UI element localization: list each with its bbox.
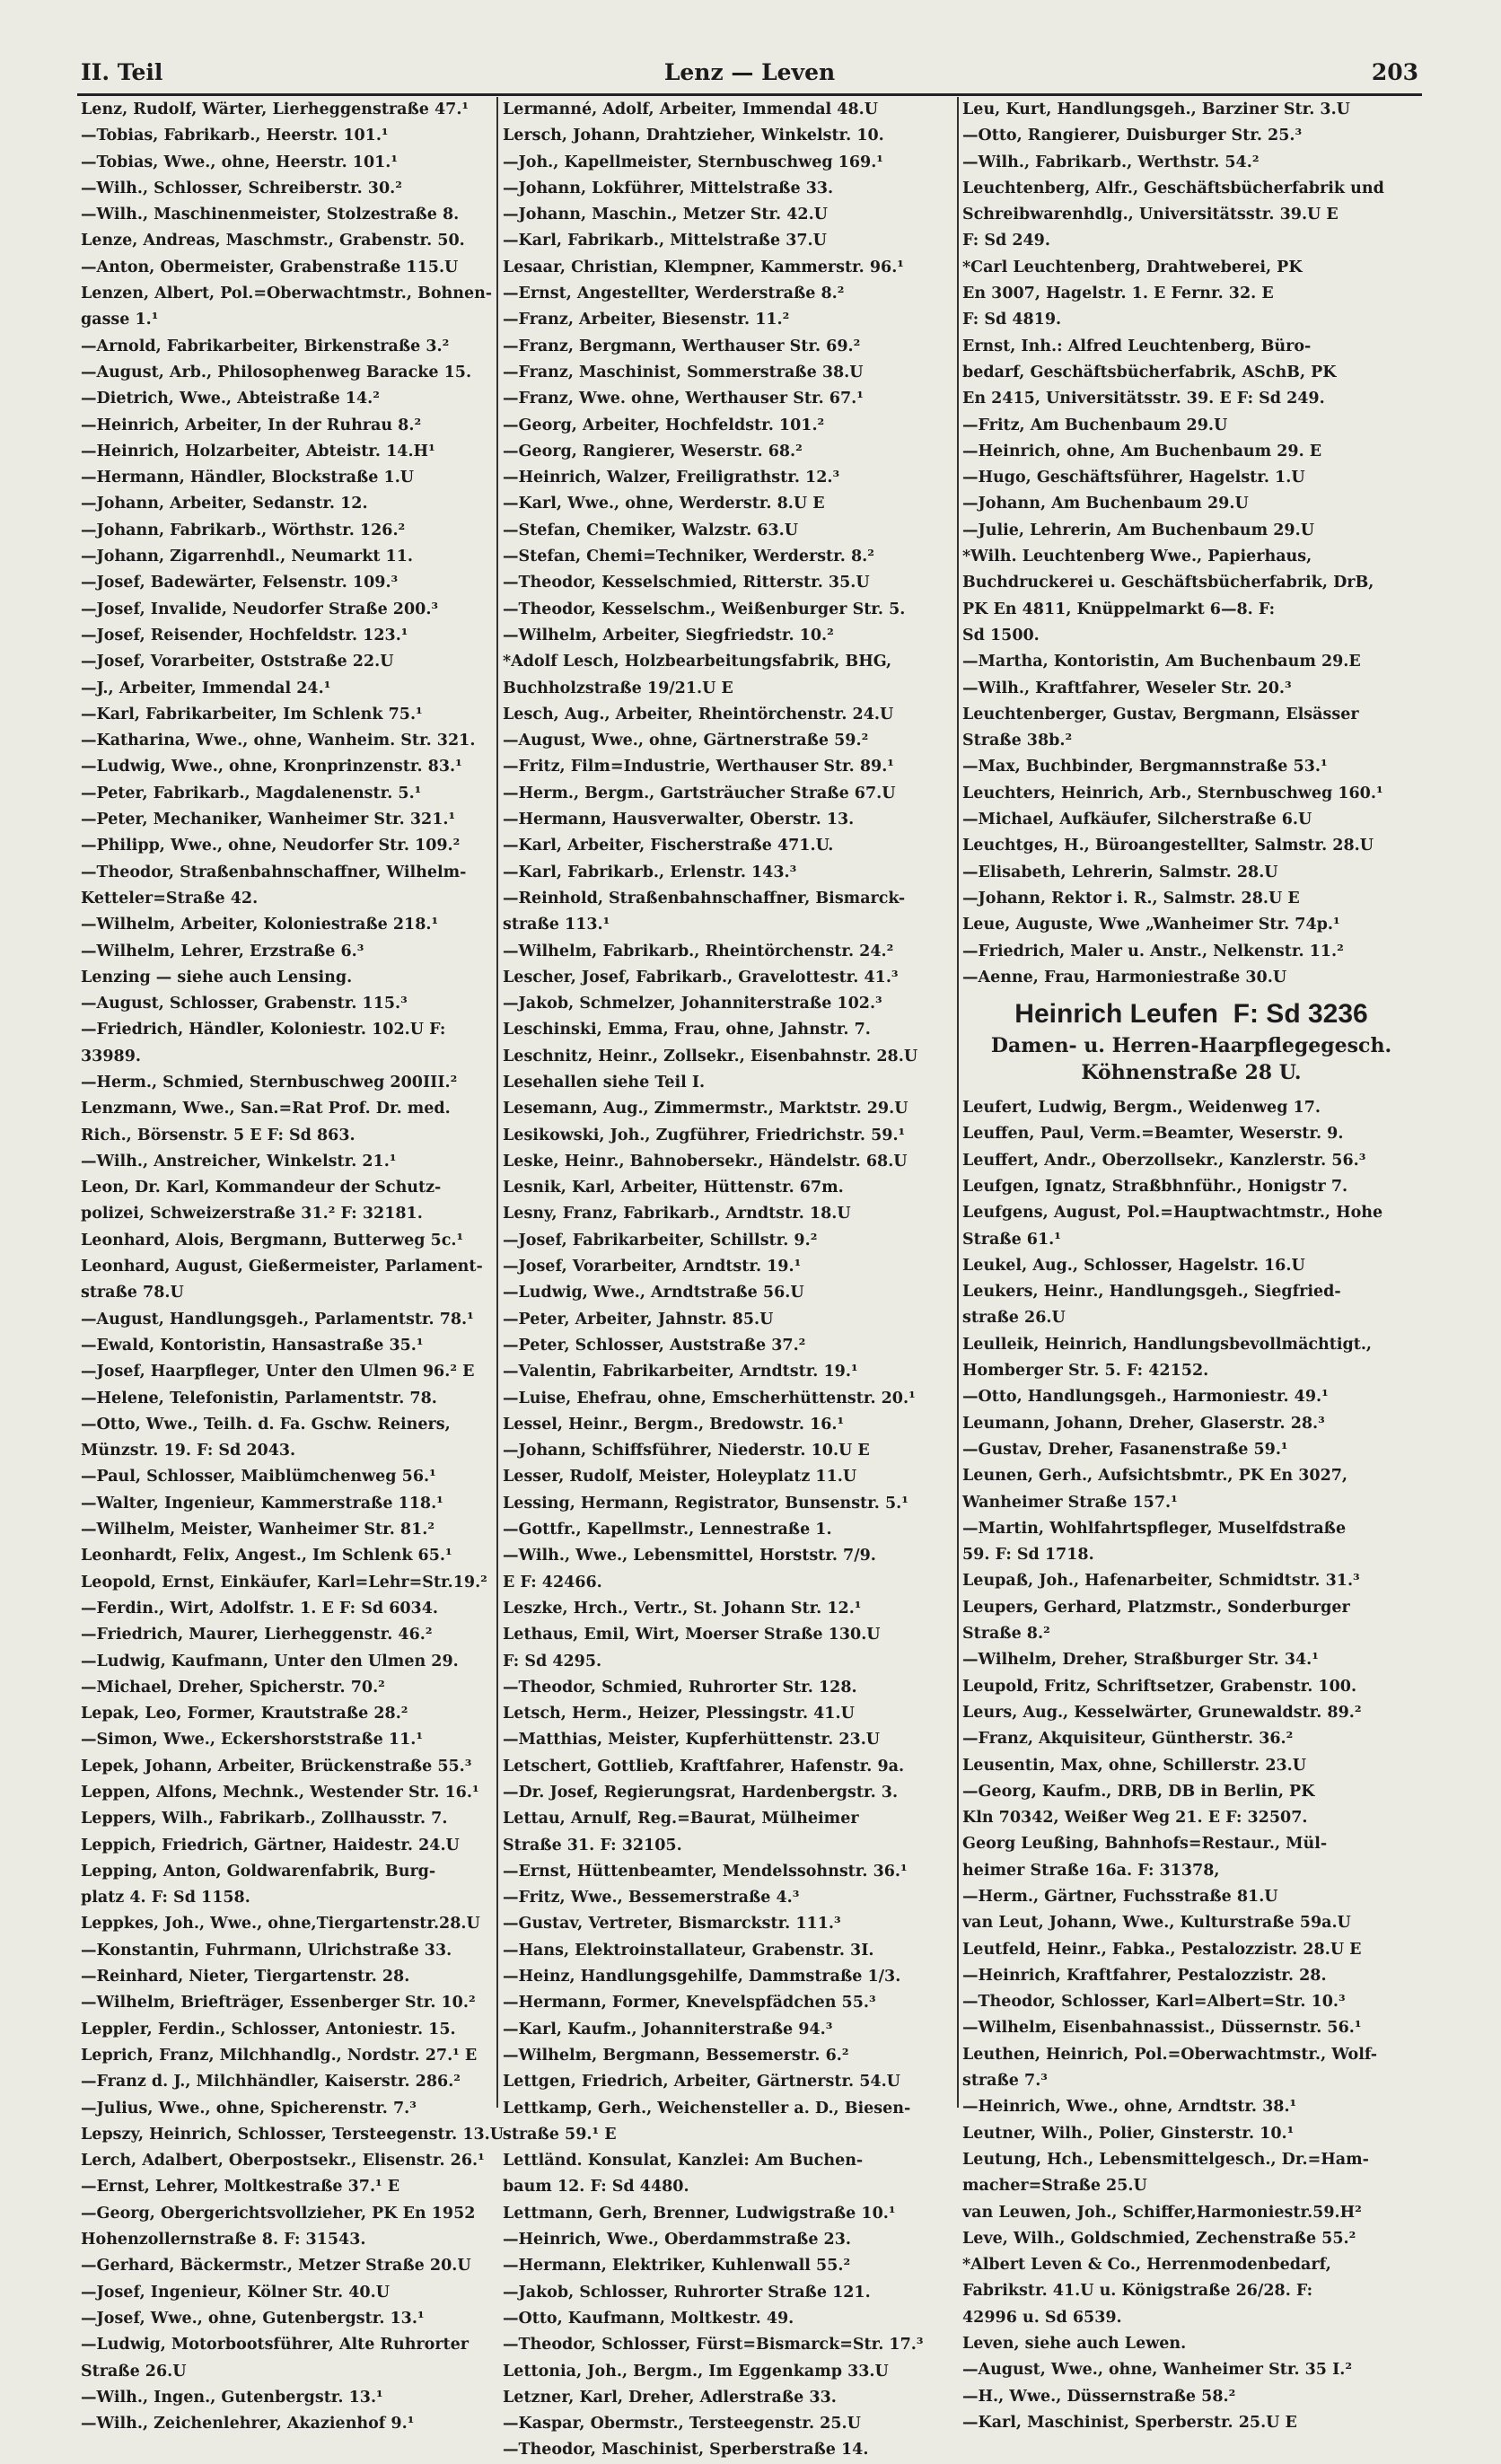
directory-entry: —Fritz, Am Buchenbaum 29.U [962,416,1228,434]
directory-entry: —Wilhelm, Fabrikarb., Rheintörchenstr. 24.² [503,942,894,960]
directory-entry: Kln 70342, Weißer Weg 21. E F: 32507. [962,1809,1308,1828]
directory-entry: —Paul, Schlosser, Maiblümchenweg 56.¹ [81,1468,436,1486]
directory-entry: Lesch, Aug., Arbeiter, Rheintörchenstr. 24.U [503,705,894,723]
directory-entry: —Franz, Akquisiteur, Güntherstr. 36.² [962,1730,1294,1749]
directory-entry: —Stefan, Chemiker, Walzstr. 63.U [503,521,798,539]
directory-entry: Buchholzstraße 19/21.U E [503,679,733,697]
directory-entry: Leonhard, Alois, Bergmann, Butterweg 5c.¹ [81,1231,464,1250]
column-1 [81,97,505,2433]
directory-entry: —Dr. Josef, Regierungsrat, Hardenbergstr. 3. [503,1784,899,1802]
directory-entry: —Theodor, Schlosser, Karl=Albert=Str. 10.³ [962,1993,1346,2012]
directory-entry: Leprich, Franz, Milchhandlg., Nordstr. 27.¹ E [81,2046,478,2065]
directory-entry: —Otto, Kaufmann, Moltkestr. 49. [503,2309,794,2328]
directory-entry: —Josef, Invalide, Neudorfer Straße 200.³ [81,600,439,618]
directory-entry: Homberger Str. 5. F: 42152. [962,1362,1209,1381]
directory-entry: platz 4. F: Sd 1158. [81,1889,250,1907]
directory-entry: —Wilhelm, Bergmann, Bessemerstr. 6.² [503,2046,849,2065]
directory-entry: —Martha, Kontoristin, Am Buchenbaum 29.E [962,653,1361,671]
directory-entry: Lepak, Leo, Former, Krautstraße 28.² [81,1705,408,1723]
directory-entry: —Karl, Fabrikarb., Mittelstraße 37.U [503,232,827,250]
advertisement [962,996,1420,1086]
directory-entry: —Aenne, Frau, Harmoniestraße 30.U [962,968,1287,986]
directory-entry: —Peter, Fabrikarb., Magdalenenstr. 5.¹ [81,784,422,802]
directory-entry: —Friedrich, Maurer, Lierheggenstr. 46.² [81,1626,433,1644]
directory-entry: Lesaar, Christian, Klempner, Kammerstr. 96.¹ [503,258,904,276]
directory-entry: —Elisabeth, Lehrerin, Salmstr. 28.U [962,863,1278,881]
directory-entry: —Hermann, Elektriker, Kuhlenwall 55.² [503,2257,851,2275]
directory-entry: —Georg, Kaufm., DRB, DB in Berlin, PK [962,1782,1315,1801]
directory-entry: —Michael, Aufkäufer, Silcherstraße 6.U [962,811,1312,829]
directory-entry: —Otto, Wwe., Teilh. d. Fa. Gschw. Reiners, [81,1415,451,1434]
directory-entry: F: Sd 4819. [962,311,1062,329]
directory-entry: —Gustav, Vertreter, Bismarckstr. 111.³ [503,1915,841,1933]
directory-entry: Wanheimer Straße 157.¹ [962,1493,1178,1512]
directory-entry: Sd 1500. [962,626,1040,644]
directory-entry: —Ludwig, Wwe., ohne, Kronprinzenstr. 83.¹ [81,758,462,776]
directory-entry: —Ludwig, Wwe., Arndtstraße 56.U [503,1284,804,1302]
directory-entry: —Wilhelm, Arbeiter, Siegfriedstr. 10.² [503,626,834,644]
directory-entry: —Theodor, Schmied, Ruhrorter Str. 128. [503,1678,857,1697]
directory-entry: Lettonia, Joh., Bergm., Im Eggenkamp 33.U [503,2362,889,2381]
directory-entry: Lesehallen siehe Teil I. [503,1073,706,1092]
directory-entry: Lessel, Heinr., Bergm., Bredowstr. 16.¹ [503,1415,845,1434]
directory-entry: heimer Straße 16a. F: 31378, [962,1861,1220,1880]
directory-entry: baum 12. F: Sd 4480. [503,2178,689,2197]
directory-entry: Lenzen, Albert, Pol.=Oberwachtmstr., Bohnen- [81,285,493,303]
directory-entry: —Peter, Mechaniker, Wanheimer Str. 321.¹ [81,811,456,829]
directory-entry: polizei, Schweizerstraße 31.² F: 32181. [81,1205,423,1223]
directory-entry: Lepszy, Heinrich, Schlosser, Tersteegenstr. 13.U [81,2125,505,2144]
directory-entry: Leukel, Aug., Schlosser, Hagelstr. 16.U [962,1256,1305,1275]
directory-entry: —August, Schlosser, Grabenstr. 115.³ [81,995,408,1013]
directory-entry: —Theodor, Schlosser, Fürst=Bismarck=Str. 17.³ [503,2336,924,2354]
directory-entry: —Wilhelm, Lehrer, Erzstraße 6.³ [81,942,364,960]
directory-entry: Lenz, Rudolf, Wärter, Lierheggenstraße 47.¹ [81,101,470,118]
directory-entry: Leutner, Wilh., Polier, Ginsterstr. 10.¹ [962,2124,1295,2143]
directory-entry: Leufgens, August, Pol.=Hauptwachtmstr., Hohe [962,1204,1383,1223]
directory-entry: —Wilhelm, Arbeiter, Koloniestraße 218.¹ [81,916,439,934]
directory-entry: Leu, Kurt, Handlungsgeh., Barziner Str. 3.U [962,101,1350,118]
directory-entry: Lettgen, Friedrich, Arbeiter, Gärtnerstr. 54.U [503,2073,900,2091]
directory-entry: —Georg, Rangierer, Weserstr. 68.² [503,442,803,460]
ad-name: Heinrich Leufen [1014,999,1218,1030]
directory-entry: Leufert, Ludwig, Bergm., Weidenweg 17. [962,1099,1321,1118]
directory-entry: Leuthen, Heinrich, Pol.=Oberwachtmstr., Wolf- [962,2045,1378,2064]
directory-entry: Buchdruckerei u. Geschäftsbücherfabrik, DrB, [962,574,1374,592]
directory-entry: macher=Straße 25.U [962,2177,1147,2196]
directory-entry: —Johann, Arbeiter, Sedanstr. 12. [81,495,368,513]
directory-entry: Letsch, Herm., Heizer, Plessingstr. 41.U [503,1705,855,1723]
directory-entry: —Johann, Maschin., Metzer Str. 42.U [503,206,828,224]
directory-entry: Leuchtenberger, Gustav, Bergmann, Elsässer [962,705,1359,723]
directory-entry: —Reinhard, Nieter, Tiergartenstr. 28. [81,1968,410,1986]
directory-entry: En 2415, Universitätsstr. 39. E F: Sd 249. [962,390,1325,408]
directory-entry: Lenze, Andreas, Maschmstr., Grabenstr. 50. [81,232,465,250]
directory-entry: Leske, Heinr., Bahnobersekr., Händelstr. 68.U [503,1152,908,1171]
directory-entry: —Walter, Ingenieur, Kammerstraße 118.¹ [81,1494,443,1513]
directory-entry: —Josef, Wwe., ohne, Gutenbergstr. 13.¹ [81,2309,425,2328]
directory-entry: Lettau, Arnulf, Reg.=Baurat, Mülheimer [503,1810,859,1828]
directory-entry: —Hermann, Former, Knevelspfädchen 55.³ [503,1994,876,2012]
directory-entry: —Jakob, Schlosser, Ruhrorter Straße 121. [503,2283,871,2302]
directory-entry: Leuffert, Andr., Oberzollsekr., Kanzlerstr. 56.³ [962,1151,1366,1170]
directory-entry: Leppers, Wilh., Fabrikarb., Zollhausstr. 7. [81,1810,448,1828]
directory-entry: —Gustav, Dreher, Fasanenstraße 59.¹ [962,1440,1288,1459]
running-head: Lenz — Leven [663,59,836,85]
directory-entry: Letzner, Karl, Dreher, Adlerstraße 33. [503,2388,837,2407]
directory-entry: —Gottfr., Kapellmstr., Lennestraße 1. [503,1521,832,1539]
directory-entry: 42996 u. Sd 6539. [962,2308,1122,2327]
directory-entry: F: Sd 249. [962,232,1050,250]
directory-entry: —Wilh., Ingen., Gutenbergstr. 13.¹ [81,2388,383,2407]
directory-entry: —Theodor, Kesselschmied, Ritterstr. 35.U [503,574,870,592]
directory-entry: —Max, Buchbinder, Bergmannstraße 53.¹ [962,758,1328,776]
directory-entry: —Karl, Maschinist, Sperberstr. 25.U E [962,2413,1297,2432]
directory-entry: —Karl, Arbeiter, Fischerstraße 471.U. [503,837,834,855]
column-divider [496,97,498,2108]
directory-entry: —J., Arbeiter, Immendal 24.¹ [81,679,331,697]
section-label: II. Teil [81,59,163,85]
directory-entry: —Michael, Dreher, Spicherstr. 70.² [81,1678,385,1697]
directory-entry: Rich., Börsenstr. 5 E F: Sd 863. [81,1126,356,1144]
directory-entry: —Heinrich, Arbeiter, In der Ruhrau 8.² [81,416,422,434]
directory-entry: —Georg, Obergerichtsvollzieher, PK En 1952 [81,2204,476,2223]
directory-entry: —Karl, Fabrikarbeiter, Im Schlenk 75.¹ [81,705,423,723]
directory-entry: Leve, Wilh., Goldschmied, Zechenstraße 55.² [962,2229,1356,2248]
directory-entry: —Otto, Rangierer, Duisburger Str. 25.³ [962,127,1303,145]
directory-entry: —August, Handlungsgeh., Parlamentstr. 78.¹ [81,1310,474,1328]
directory-entry: Leppich, Friedrich, Gärtner, Haidestr. 24.U [81,1836,460,1855]
directory-entry: —Friedrich, Maler u. Anstr., Nelkenstr. 11.² [962,942,1344,960]
directory-entry: —Herm., Gärtner, Fuchsstraße 81.U [962,1888,1278,1906]
directory-entry: Ernst, Inh.: Alfred Leuchtenberg, Büro- [962,337,1312,355]
directory-entry: —Franz d. J., Milchhändler, Kaiserstr. 286.² [81,2073,461,2091]
directory-entry: —Theodor, Maschinist, Sperberstraße 14. [503,2441,869,2460]
ad-address: Köhnenstraße 28 U. [1081,1061,1302,1085]
directory-entry: Straße 38b.² [962,732,1073,750]
directory-entry: —Helene, Telefonistin, Parlamentstr. 78. [81,1389,437,1407]
directory-entry: —Josef, Vorarbeiter, Arndtstr. 19.¹ [503,1258,802,1276]
directory-entry: En 3007, Hagelstr. 1. E Fernr. 32. E [962,285,1274,303]
directory-entry: —Stefan, Chemi=Techniker, Werderstr. 8.² [503,548,874,566]
directory-entry: —Julie, Lehrerin, Am Buchenbaum 29.U [962,521,1314,539]
directory-entry: —Konstantin, Fuhrmann, Ulrichstraße 33. [81,1941,452,1960]
directory-entry: Straße 61.¹ [962,1230,1061,1249]
directory-entry: —Luise, Ehefrau, ohne, Emscherhüttenstr. 20.¹ [503,1389,916,1407]
directory-entry: Ketteler=Straße 42. [81,889,259,908]
directory-entry: van Leuwen, Joh., Schiffer,Harmoniestr.59.H² [962,2203,1362,2222]
directory-entry: straße 113.¹ [503,916,610,934]
directory-entry: —Hermann, Händler, Blockstraße 1.U [81,469,415,487]
directory-entry: —Tobias, Fabrikarb., Heerstr. 101.¹ [81,127,389,145]
directory-entry: Leutung, Hch., Lebensmittelgesch., Dr.=Ham- [962,2150,1369,2169]
directory-entry: Lenzmann, Wwe., San.=Rat Prof. Dr. med. [81,1100,451,1118]
directory-entry: Leutfeld, Heinr., Fabka., Pestalozzistr. 28.U E [962,1940,1362,1959]
directory-entry: Leumann, Johann, Dreher, Glaserstr. 28.³ [962,1414,1325,1433]
directory-entry: —Peter, Arbeiter, Jahnstr. 85.U [503,1310,774,1328]
directory-entry: Lescher, Josef, Fabrikarb., Gravelottestr. 41.³ [503,968,899,986]
directory-entry: Leupaß, Joh., Hafenarbeiter, Schmidtstr. 31.³ [962,1572,1360,1591]
directory-entry: —Simon, Wwe., Eckershorststraße 11.¹ [81,1731,424,1749]
directory-entry: Leuchtenberg, Alfr., Geschäftsbücherfabrik und [962,179,1384,197]
directory-entry: gasse 1.¹ [81,311,159,329]
directory-entry: —H., Wwe., Düssernstraße 58.² [962,2387,1236,2406]
ad-phone: F: Sd 3236 [1233,999,1368,1030]
directory-entry: Schreibwarenhdlg., Universitätsstr. 39.U E [962,206,1339,224]
directory-entry: —Joh., Kapellmeister, Sternbuschweg 169.¹ [503,153,883,171]
directory-entry: Leuffen, Paul, Verm.=Beamter, Weserstr. 9. [962,1125,1344,1144]
directory-entry: —Theodor, Kesselschm., Weißenburger Str. 5. [503,600,906,618]
directory-entry: —Josef, Ingenieur, Kölner Str. 40.U [81,2283,390,2302]
directory-entry: —Johann, Am Buchenbaum 29.U [962,495,1249,513]
directory-entry: Leppkes, Joh., Wwe., ohne,Tiergartenstr.28.U [81,1915,480,1933]
directory-entry: —Arnold, Fabrikarbeiter, Birkenstraße 3.² [81,337,450,355]
directory-entry: —Ferdin., Wirt, Adolfstr. 1. E F: Sd 6034. [81,1599,438,1618]
directory-entry: —Ludwig, Motorbootsführer, Alte Ruhrorter [81,2336,469,2354]
directory-entry: —Wilhelm, Eisenbahnassist., Düssernstr. 56.¹ [962,2019,1362,2038]
directory-entry: —Wilh., Zeichenlehrer, Akazienhof 9.¹ [81,2415,415,2433]
directory-entry: Lesny, Franz, Fabrikarb., Arndtstr. 18.U [503,1205,851,1223]
directory-entry: —Wilh., Fabrikarb., Werthstr. 54.² [962,153,1260,171]
directory-entry: —Wilhelm, Dreher, Straßburger Str. 34.¹ [962,1651,1319,1670]
directory-entry: —Karl, Kaufm., Johanniterstraße 94.³ [503,2020,833,2039]
directory-entry: Lettländ. Konsulat, Kanzlei: Am Buchen- [503,2152,864,2170]
directory-entry: —Tobias, Wwe., ohne, Heerstr. 101.¹ [81,153,399,171]
directory-entry: —Ewald, Kontoristin, Hansastraße 35.¹ [81,1336,424,1355]
directory-entry: Leppen, Alfons, Mechnk., Westender Str. 16.¹ [81,1784,479,1802]
directory-entry: Leurs, Aug., Kesselwärter, Grunewaldstr. 89.² [962,1703,1362,1722]
page-header [81,56,1418,92]
directory-entry: Leschinski, Emma, Frau, ohne, Jahnstr. 7. [503,1021,871,1039]
directory-entry: Leupold, Fritz, Schriftsetzer, Grabenstr. 100. [962,1677,1357,1696]
directory-entry: *Adolf Lesch, Holzbearbeitungsfabrik, BHG, [503,653,892,671]
directory-entry: straße 59.¹ E [503,2125,617,2144]
directory-entry: Münzstr. 19. F: Sd 2043. [81,1442,296,1460]
directory-entry: Lesemann, Aug., Zimmermstr., Marktstr. 29.U [503,1100,908,1118]
directory-entry: —Hugo, Geschäftsführer, Hagelstr. 1.U [962,469,1305,487]
directory-entry: straße 7.³ [962,2072,1048,2091]
directory-entry: Fabrikstr. 41.U u. Königstraße 26/28. F: [962,2282,1313,2301]
directory-entry: —Franz, Maschinist, Sommerstraße 38.U [503,363,864,381]
directory-entry: —Julius, Wwe., ohne, Spicherenstr. 7.³ [81,2099,417,2118]
directory-entry: —Kaspar, Obermstr., Tersteegenstr. 25.U [503,2415,861,2433]
directory-entry: Leonhardt, Felix, Angest., Im Schlenk 65.¹ [81,1547,452,1565]
directory-entry: Leufgen, Ignatz, Straßbhnführ., Honigstr 7. [962,1177,1348,1196]
page-number: 203 [1371,59,1418,85]
directory-entry: —Anton, Obermeister, Grabenstraße 115.U [81,258,459,276]
directory-entry: —Josef, Reisender, Hochfeldstr. 123.¹ [81,626,408,644]
directory-entry: —Karl, Fabrikarb., Erlenstr. 143.³ [503,863,797,881]
directory-entry: Leuchters, Heinrich, Arb., Sternbuschweg 160.¹ [962,784,1383,802]
directory-entry: —Hans, Elektroinstallateur, Grabenstr. 3I. [503,1941,874,1960]
directory-entry: —Wilh., Anstreicher, Winkelstr. 21.¹ [81,1152,397,1171]
directory-entry: Leven, siehe auch Lewen. [962,2335,1187,2354]
directory-entry: Lesnik, Karl, Arbeiter, Hüttenstr. 67m. [503,1179,844,1197]
directory-entry: bedarf, Geschäftsbücherfabrik, ASchB, PK [962,363,1337,381]
directory-entry: —Josef, Vorarbeiter, Oststraße 22.U [81,653,394,671]
directory-entry: Letschert, Gottlieb, Kraftfahrer, Hafenstr. 9a. [503,1757,905,1776]
ad-business: Damen- u. Herren-Haarpflegegesch. [990,1034,1392,1058]
directory-entry: Lermanné, Adolf, Arbeiter, Immendal 48.U [503,101,879,118]
directory-entry: —Herm., Bergm., Gartsträucher Straße 67.U [503,784,896,802]
directory-entry: Leulleik, Heinrich, Handlungsbevollmächtigt., [962,1335,1373,1354]
directory-entry: —Peter, Schlosser, Auststraße 37.² [503,1336,806,1355]
directory-entry: —Karl, Wwe., ohne, Werderstr. 8.U E [503,495,825,513]
directory-entry: —Philipp, Wwe., ohne, Neudorfer Str. 109.² [81,837,461,855]
directory-entry: Leon, Dr. Karl, Kommandeur der Schutz- [81,1179,442,1197]
directory-entry: Leppler, Ferdin., Schlosser, Antoniestr. 15. [81,2020,456,2039]
directory-entry: —Reinhold, Straßenbahnschaffner, Bismarck- [503,889,906,908]
directory-entry: —Franz, Arbeiter, Biesenstr. 11.² [503,311,790,329]
directory-entry: 33989. [81,1047,141,1065]
directory-entry: Leue, Auguste, Wwe „Wanheimer Str. 74p.¹ [962,916,1340,934]
directory-entry: —Heinrich, ohne, Am Buchenbaum 29. E [962,442,1322,460]
directory-entry: —Heinrich, Holzarbeiter, Abteistr. 14.H¹ [81,442,435,460]
directory-entry: —Katharina, Wwe., ohne, Wanheim. Str. 321. [81,732,476,750]
directory-entry: —Heinrich, Kraftfahrer, Pestalozzistr. 28. [962,1966,1327,1985]
column-divider [957,97,959,2108]
directory-entry: —Valentin, Fabrikarbeiter, Arndtstr. 19.¹ [503,1363,858,1381]
directory-entry: —Hermann, Hausverwalter, Oberstr. 13. [503,811,855,829]
directory-entry: Straße 31. F: 32105. [503,1836,682,1855]
directory-entry: Lettkamp, Gerh., Weichensteller a. D., Biesen- [503,2099,911,2118]
directory-entry: Leschnitz, Heinr., Zollsekr., Eisenbahnstr. 28.U [503,1047,918,1065]
directory-entry: Lersch, Johann, Drahtzieher, Winkelstr. 10. [503,127,884,145]
directory-entry: Leukers, Heinr., Handlungsgeh., Siegfried- [962,1283,1341,1302]
directory-entry: Leszke, Hrch., Vertr., St. Johann Str. 12.¹ [503,1599,862,1618]
directory-entry: —Wilh., Maschinenmeister, Stolzestraße 8. [81,206,460,224]
directory-entry: Leupers, Gerhard, Platzmstr., Sonderburger [962,1598,1350,1617]
directory-entry: Lethaus, Emil, Wirt, Moerser Straße 130.U [503,1626,881,1644]
directory-entry: Hohenzollernstraße 8. F: 31543. [81,2231,366,2249]
directory-entry: —Johann, Lokführer, Mittelstraße 33. [503,179,834,197]
directory-entry: Leunen, Gerh., Aufsichtsbmtr., PK En 3027, [962,1467,1348,1486]
directory-entry: —Martin, Wohlfahrtspfleger, Muselfdstraße [962,1519,1347,1538]
directory-entry: —Johann, Rektor i. R., Salmstr. 28.U E [962,889,1300,908]
directory-entry: Leuchtges, H., Büroangestellter, Salmstr. 28.U [962,837,1374,855]
directory-entry: Georg Leußing, Bahnhofs=Restaur., Mül- [962,1835,1328,1854]
directory-entry: —Gerhard, Bäckermstr., Metzer Straße 20.U [81,2257,471,2275]
directory-entry: —Ernst, Hüttenbeamter, Mendelssohnstr. 36.¹ [503,1862,908,1881]
directory-entry: —Wilhelm, Meister, Wanheimer Str. 81.² [81,1521,434,1539]
directory-entry: —Wilhelm, Briefträger, Essenberger Str. 10.² [81,1994,476,2012]
directory-entry: straße 78.U [81,1284,184,1302]
directory-entry: —August, Wwe., ohne, Wanheimer Str. 35 I.² [962,2361,1353,2380]
directory-entry: —Dietrich, Wwe., Abteistraße 14.² [81,390,380,408]
directory-entry: —August, Arb., Philosophenweg Baracke 15. [81,363,472,381]
directory-entry: —Johann, Zigarrenhdl., Neumarkt 11. [81,548,414,566]
directory-entry: Lepek, Johann, Arbeiter, Brückenstraße 55.³ [81,1757,472,1776]
directory-entry: —Herm., Schmied, Sternbuschweg 200III.² [81,1073,458,1092]
directory-entry: F: Sd 4295. [503,1652,602,1670]
directory-entry: —Georg, Arbeiter, Hochfeldstr. 101.² [503,416,825,434]
directory-entry: —Josef, Fabrikarbeiter, Schillstr. 9.² [503,1231,818,1250]
directory-entry: Lessing, Hermann, Registrator, Bunsenstr. 5.¹ [503,1494,908,1513]
directory-entry: —Ludwig, Kaufmann, Unter den Ulmen 29. [81,1652,459,1670]
directory-entry: Lettmann, Gerh, Brenner, Ludwigstraße 10.¹ [503,2204,896,2223]
directory-entry: —Matthias, Meister, Kupferhüttenstr. 23.U [503,1731,881,1749]
column-2 [503,97,953,2460]
directory-entry: Leopold, Ernst, Einkäufer, Karl=Lehr=Str.19.² [81,1573,487,1592]
directory-entry: —Jakob, Schmelzer, Johanniterstraße 102.³ [503,995,882,1013]
directory-entry: —Wilh., Kraftfahrer, Weseler Str. 20.³ [962,679,1292,697]
directory-entry: —Wilh., Wwe., Lebensmittel, Horststr. 7/9. [503,1547,876,1565]
directory-entry: van Leut, Johann, Wwe., Kulturstraße 59a.U [962,1914,1351,1933]
directory-entry: Lesikowski, Joh., Zugführer, Friedrichstr. 59.¹ [503,1126,906,1144]
directory-entry: E F: 42466. [503,1573,602,1592]
directory-entry: Lenzing — siehe auch Lensing. [81,968,353,986]
directory-entry: Lesser, Rudolf, Meister, Holeyplatz 11.U [503,1468,857,1486]
directory-entry: *Albert Leven & Co., Herrenmodenbedarf, [962,2256,1331,2275]
directory-entry: —Heinrich, Wwe., Oberdammstraße 23. [503,2231,852,2249]
column-3 [962,97,1420,2432]
directory-entry: straße 26.U [962,1309,1066,1328]
directory-entry: *Carl Leuchtenberg, Drahtweberei, PK [962,258,1303,276]
directory-entry: —Heinz, Handlungsgehilfe, Dammstraße 1/3. [503,1968,901,1986]
directory-entry: —Fritz, Wwe., Bessemerstraße 4.³ [503,1889,800,1907]
directory-entry: —Johann, Schiffsführer, Niederstr. 10.U E [503,1442,870,1460]
directory-entry: Leusentin, Max, ohne, Schillerstr. 23.U [962,1756,1307,1775]
directory-entry: —Fritz, Film=Industrie, Werthauser Str. 89.¹ [503,758,894,776]
directory-entry: —Ernst, Lehrer, Moltkestraße 37.¹ E [81,2178,400,2197]
directory-entry: —Ernst, Angestellter, Werderstraße 8.² [503,285,845,303]
directory-entry: *Wilh. Leuchtenberg Wwe., Papierhaus, [962,548,1312,566]
directory-entry: Lepping, Anton, Goldwarenfabrik, Burg- [81,1862,436,1881]
directory-entry: Straße 26.U [81,2362,187,2381]
directory-entry: PK En 4811, Knüppelmarkt 6—8. F: [962,600,1276,618]
directory-entry: —Heinrich, Walzer, Freiligrathstr. 12.³ [503,469,840,487]
directory-entry: —Josef, Badewärter, Felsenstr. 109.³ [81,574,399,592]
directory-entry: —Josef, Haarpfleger, Unter den Ulmen 96.² E [81,1363,475,1381]
directory-entry: —August, Wwe., ohne, Gärtnerstraße 59.² [503,732,869,750]
directory-entry: —Franz, Bergmann, Werthauser Str. 69.² [503,337,861,355]
directory-entry: 59. F: Sd 1718. [962,1546,1094,1565]
directory-entry: Straße 8.² [962,1625,1050,1644]
directory-entry: Lerch, Adalbert, Oberpostsekr., Elisenstr. 26.¹ [81,2152,485,2170]
directory-entry: —Otto, Handlungsgeh., Harmoniestr. 49.¹ [962,1388,1329,1407]
directory-entry: —Theodor, Straßenbahnschaffner, Wilhelm- [81,863,467,881]
directory-entry: Leonhard, August, Gießermeister, Parlament- [81,1258,483,1276]
directory-entry: —Heinrich, Wwe., ohne, Arndtstr. 38.¹ [962,2098,1297,2117]
header-rule [77,93,1422,96]
directory-entry: —Franz, Wwe. ohne, Werthauser Str. 67.¹ [503,390,864,408]
directory-entry: —Johann, Fabrikarb., Wörthstr. 126.² [81,521,406,539]
directory-entry: —Wilh., Schlosser, Schreiberstr. 30.² [81,179,402,197]
directory-entry: —Friedrich, Händler, Koloniestr. 102.U F: [81,1021,446,1039]
